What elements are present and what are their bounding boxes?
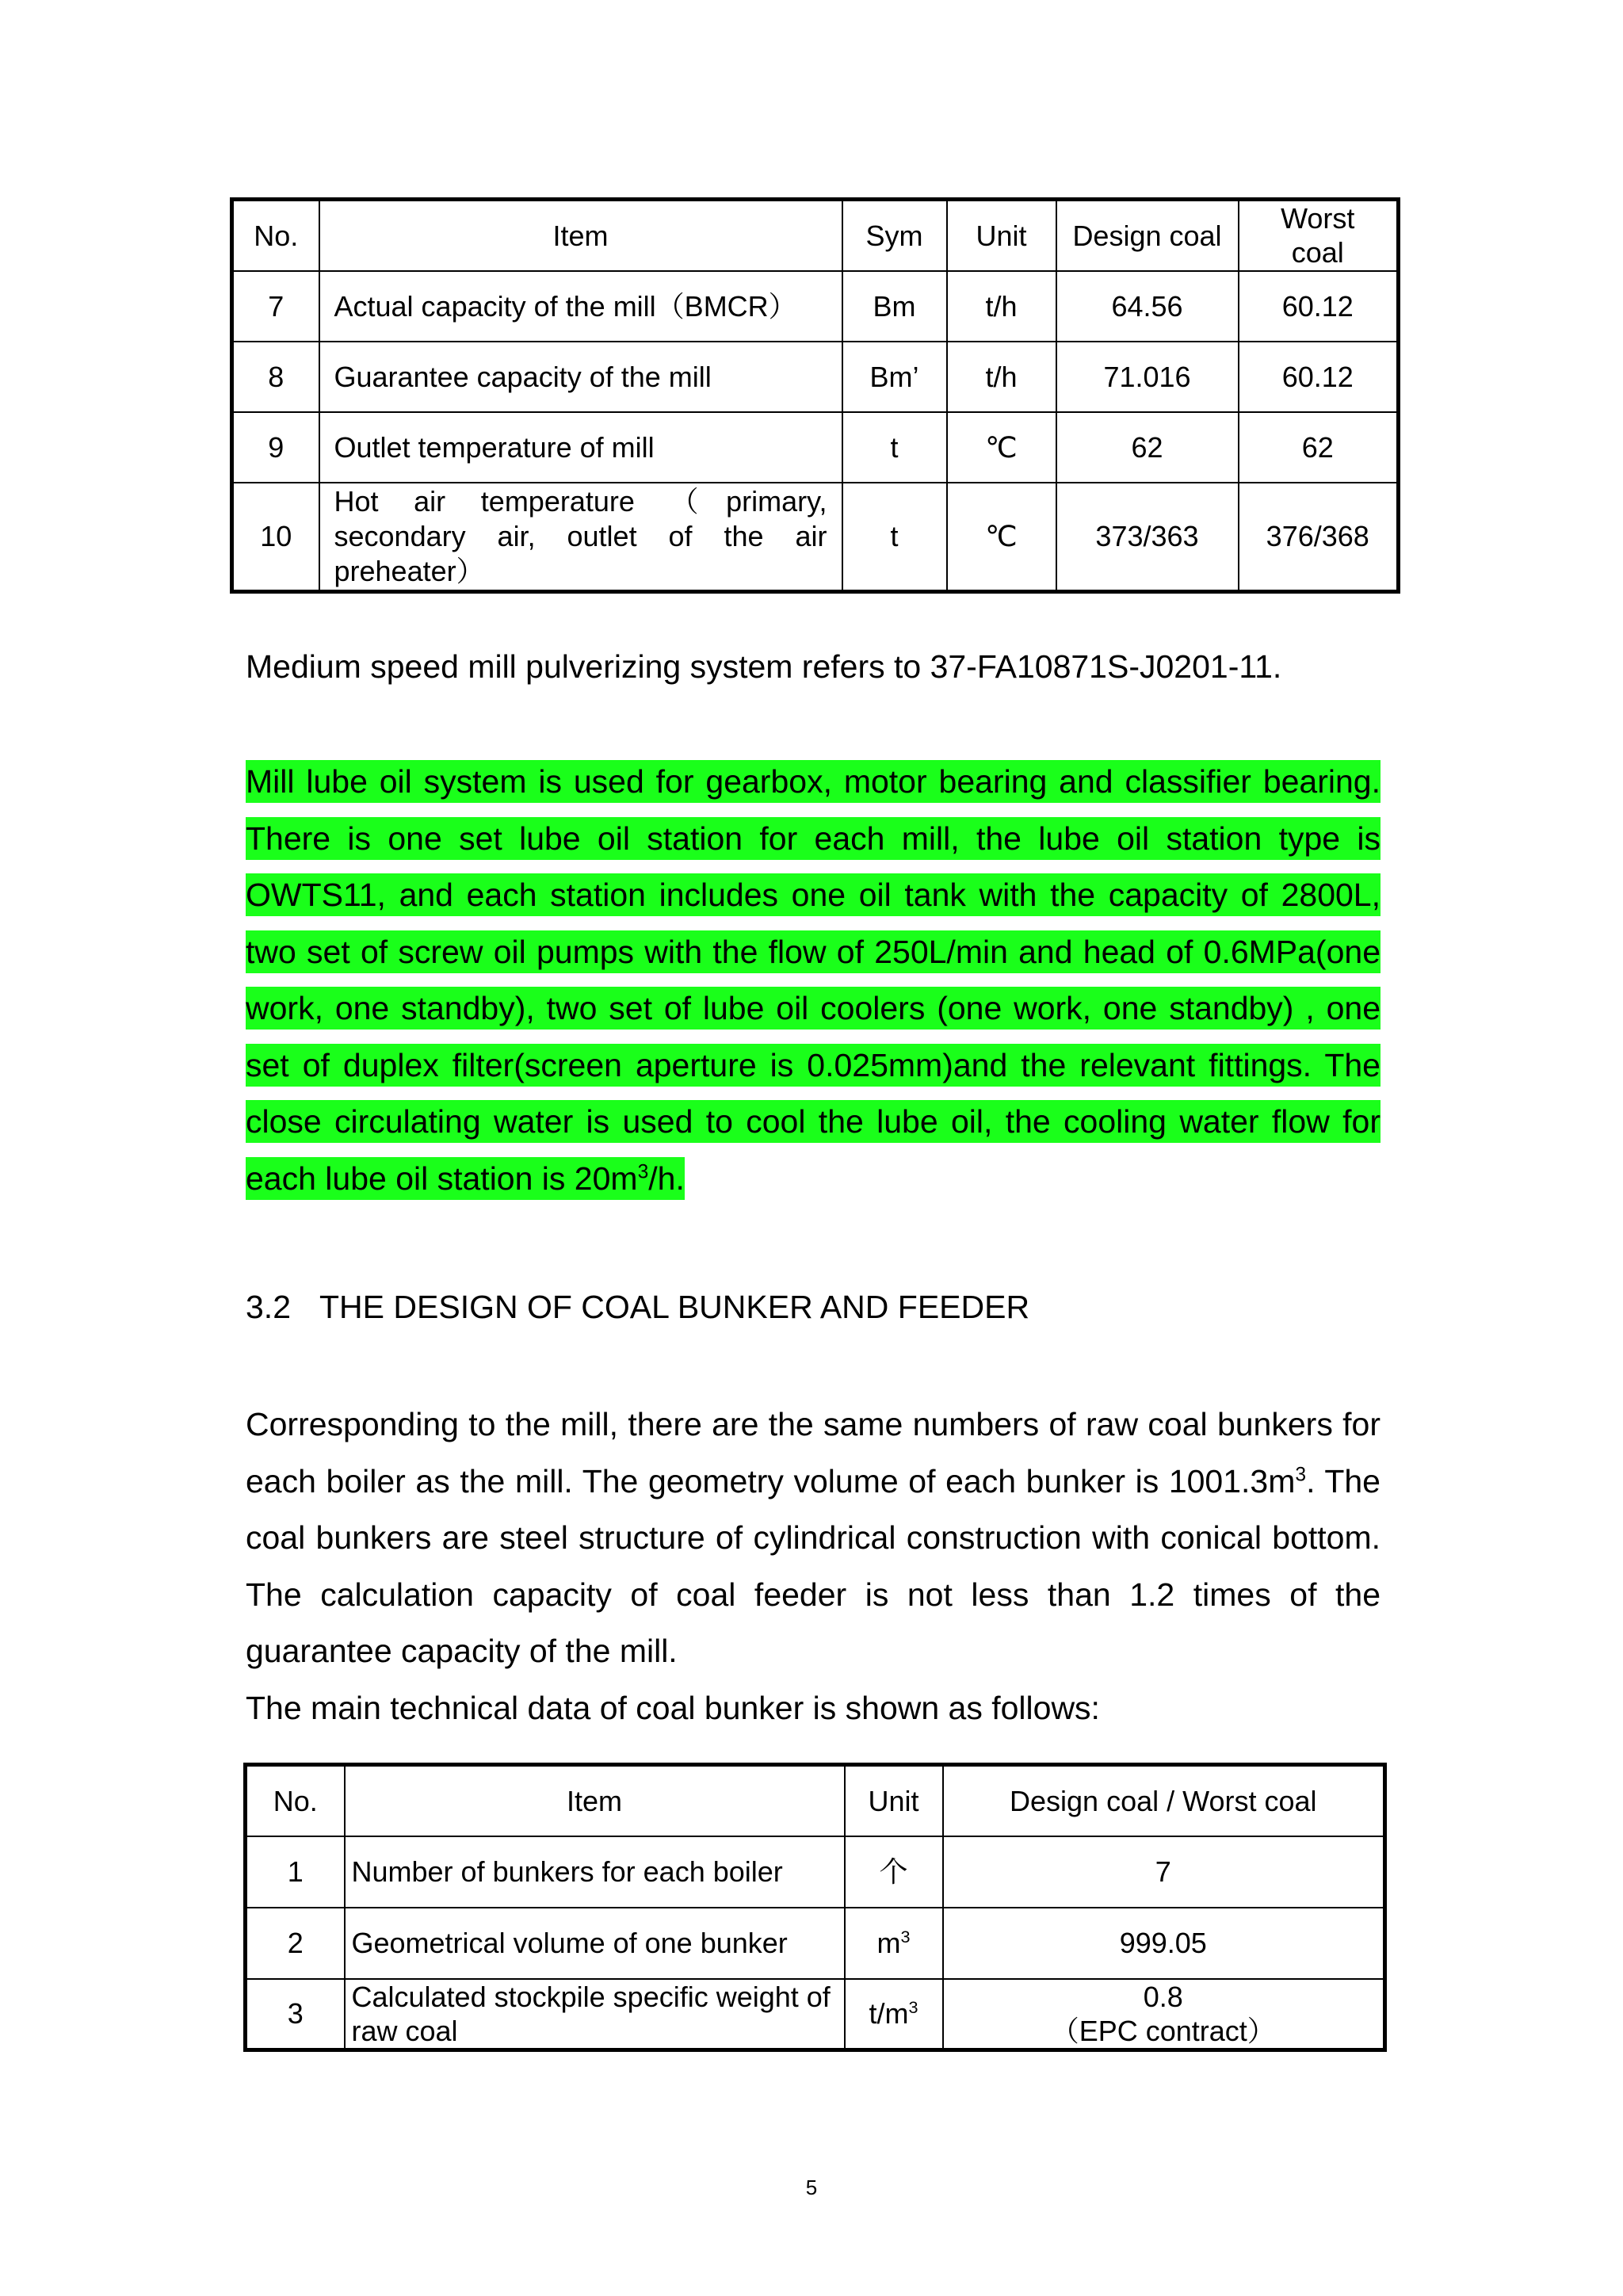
- row-value: 999.05: [943, 1908, 1385, 1979]
- row-unit: [845, 1908, 943, 1979]
- row-item: Number of bunkers for each boiler: [345, 1836, 845, 1908]
- row-unit: t/h: [947, 342, 1056, 412]
- row-worst-coal: 376/368: [1239, 483, 1399, 592]
- header-unit: Unit: [845, 1765, 943, 1836]
- unit-text: m: [876, 1927, 901, 1959]
- unit-text: 个: [879, 1855, 908, 1888]
- unit-text: t/m: [869, 1997, 909, 2030]
- row-unit: ℃: [947, 483, 1056, 592]
- table-row: [232, 271, 1399, 342]
- superscript: 3: [900, 1927, 911, 1946]
- header-unit: Unit: [947, 200, 1056, 271]
- table-row: [246, 1908, 1385, 1979]
- row-sym: t: [842, 412, 947, 483]
- row-item: Actual capacity of the mill（BMCR）: [319, 271, 842, 342]
- superscript: 3: [637, 1160, 649, 1182]
- reference-paragraph: Medium speed mill pulverizing system refers to 37-FA10871S-J0201-11.: [246, 648, 1282, 685]
- row-design-coal: 64.56: [1056, 271, 1239, 342]
- row-worst-coal: 60.12: [1239, 271, 1399, 342]
- lube-oil-text: Mill lube oil system is used for gearbox, motor bearing and classifier bearing. There is one set lube oil station for each mill, the lube oil station type is OWTS11, and each station includes one oil tank with the capacity of 2800L, two set of screw oil pumps with the flow of 250L/min and head of 0.6MPa(one work, one standby), two set of lube oil coolers (one work, one standby) , one set of duplex filter(screen aperture is 0.025mm)and the relevant fittings. The close circulating water is used to cool the lube oil, the cooling water flow for each lube oil station is 20m: [246, 763, 1381, 1197]
- header-sym: Sym: [842, 200, 947, 271]
- row-no: 3: [246, 1979, 345, 2050]
- row-no: 1: [246, 1836, 345, 1908]
- lube-oil-paragraph: [246, 754, 1381, 1207]
- row-no: 7: [232, 271, 319, 342]
- table-row: [232, 342, 1399, 412]
- table-row: [232, 412, 1399, 483]
- coal-text: Corresponding to the mill, there are the same numbers of raw coal bunkers for each boiler as the mill. The geometry volume of each bunker is 1001.3m: [246, 1406, 1381, 1499]
- value-note: （EPC contract）: [1050, 2014, 1276, 2047]
- row-design-coal: 71.016: [1056, 342, 1239, 412]
- row-no: 10: [232, 483, 319, 592]
- section-number: 3.2: [246, 1289, 291, 1325]
- row-design-coal: 373/363: [1056, 483, 1239, 592]
- table-header-row: [232, 200, 1399, 271]
- row-unit: t/h: [947, 271, 1056, 342]
- header-worst-coal: Worst coal: [1239, 200, 1399, 271]
- row-worst-coal: 62: [1239, 412, 1399, 483]
- row-unit: ℃: [947, 412, 1056, 483]
- table-row: [246, 1979, 1385, 2050]
- row-item: Geometrical volume of one bunker: [345, 1908, 845, 1979]
- header-item: Item: [345, 1765, 845, 1836]
- row-item: Outlet temperature of mill: [319, 412, 842, 483]
- superscript: 3: [908, 1997, 918, 2018]
- row-item: Calculated stockpile specific weight of raw coal: [345, 1979, 845, 2050]
- mill-parameters-table: [230, 197, 1400, 594]
- row-no: 2: [246, 1908, 345, 1979]
- coal-text-intro: The main technical data of coal bunker is shown as follows:: [246, 1689, 1100, 1726]
- row-item: Guarantee capacity of the mill: [319, 342, 842, 412]
- row-unit: [845, 1836, 943, 1908]
- header-value: Design coal / Worst coal: [943, 1765, 1385, 1836]
- row-worst-coal: 60.12: [1239, 342, 1399, 412]
- row-unit: [845, 1979, 943, 2050]
- row-no: 8: [232, 342, 319, 412]
- header-design-coal: Design coal: [1056, 200, 1239, 271]
- table-row: [246, 1836, 1385, 1908]
- row-sym: Bm: [842, 271, 947, 342]
- coal-bunker-paragraph: [246, 1396, 1381, 1736]
- row-no: 9: [232, 412, 319, 483]
- lube-oil-text-end: /h.: [648, 1159, 685, 1197]
- section-heading: [246, 1287, 1381, 1327]
- row-sym: Bm’: [842, 342, 947, 412]
- table-row: [232, 483, 1399, 592]
- page-number: 5: [805, 2176, 818, 2199]
- header-item: Item: [319, 200, 842, 271]
- section-title: THE DESIGN OF COAL BUNKER AND FEEDER: [319, 1289, 1030, 1325]
- table-header-row: [246, 1765, 1385, 1836]
- row-value: [943, 1979, 1385, 2050]
- highlighted-text: [246, 760, 1381, 1200]
- coal-text-cont: . The coal bunkers are steel structure of cylindrical construction with conical bottom. The calculation capacity of coal feeder is not less than 1.2 times of the guarantee capacity of the mill.: [246, 1462, 1381, 1669]
- header-no: No.: [232, 200, 319, 271]
- superscript: 3: [1295, 1463, 1307, 1485]
- value-text: 0.8: [1143, 1980, 1183, 2013]
- coal-bunker-table: [243, 1763, 1387, 2052]
- header-no: No.: [246, 1765, 345, 1836]
- row-design-coal: 62: [1056, 412, 1239, 483]
- row-item: Hot air temperature （primary, secondary air, outlet of the air preheater）: [319, 483, 842, 592]
- row-sym: t: [842, 483, 947, 592]
- row-value: 7: [943, 1836, 1385, 1908]
